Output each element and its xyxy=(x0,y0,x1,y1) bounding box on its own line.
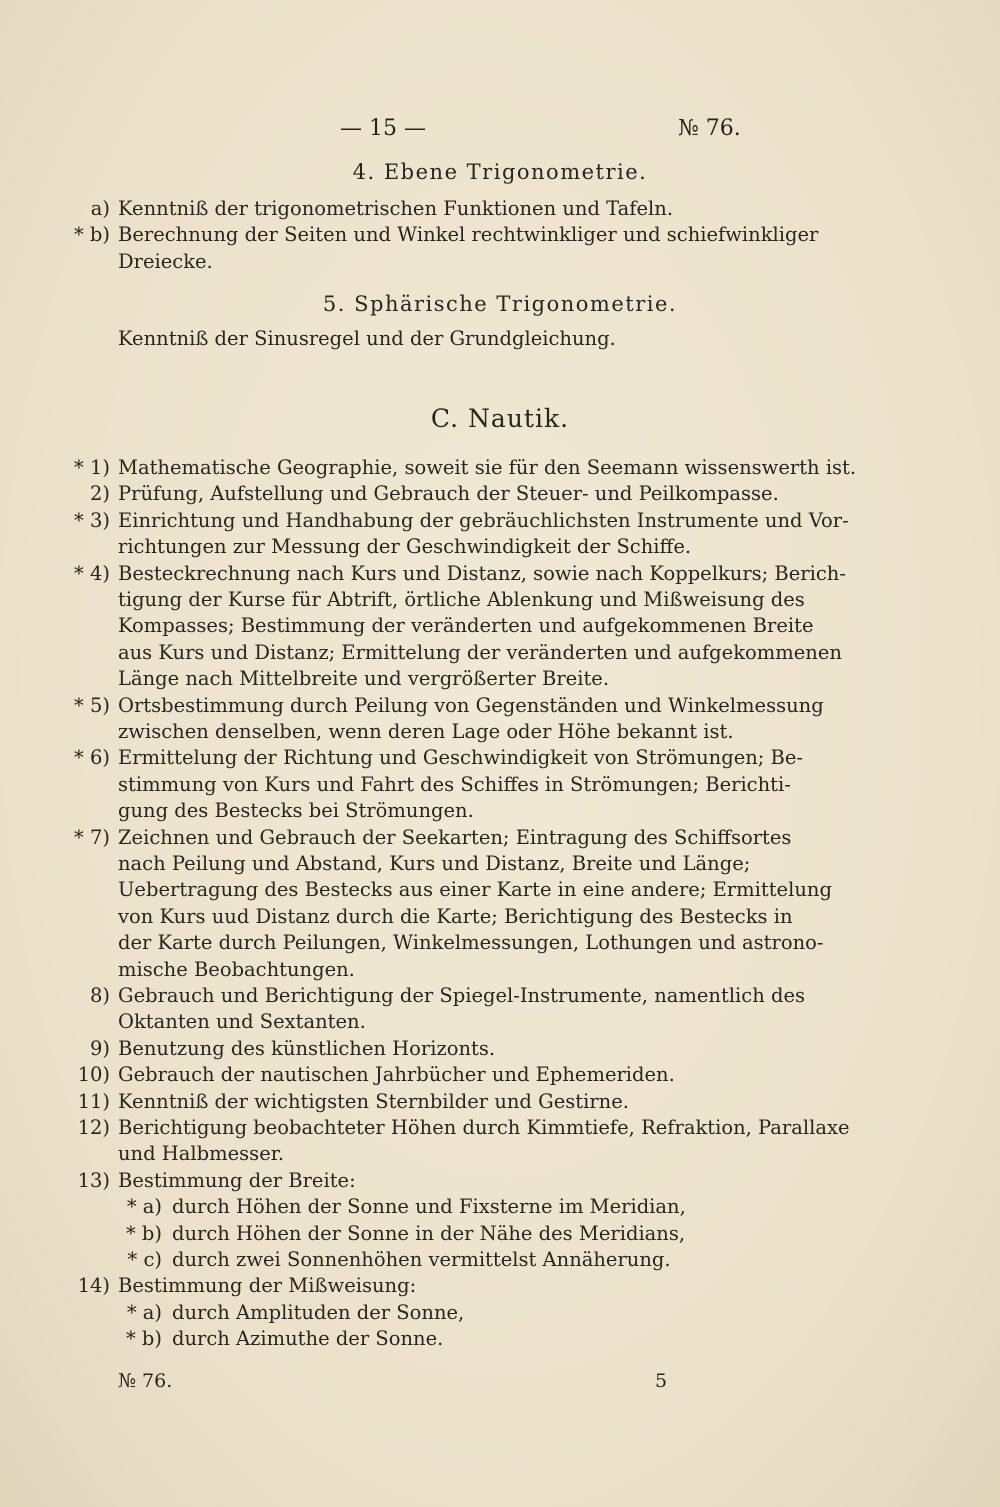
item-text-line: zwischen denselben, wenn deren Lage oder Höhe bekannt ist. xyxy=(118,720,734,743)
item-text-line: durch Amplituden der Sonne, xyxy=(172,1300,465,1324)
page-number: — 15 — xyxy=(340,116,426,141)
item-text-line: Ermittelung der Richtung und Geschwindigkeit von Strömungen; Be- xyxy=(118,746,804,770)
item-text-line: Benutzung des künstlichen Horizonts. xyxy=(118,1036,496,1060)
item-label: 13) xyxy=(77,1168,110,1192)
item-text-line: durch Azimuthe der Sonne. xyxy=(172,1327,444,1351)
item-text-line: Oktanten und Sextanten. xyxy=(118,1010,366,1034)
item-label: 2) xyxy=(89,482,110,506)
item-label: * c) xyxy=(127,1248,162,1271)
item-text-line: mische Beobachtungen. xyxy=(118,957,355,981)
item-text-line: Mathematische Geographie, soweit sie für den Seemann wissenswerth ist. xyxy=(118,456,857,479)
section-5-title: 5. Sphärische Trigonometrie. xyxy=(322,292,678,316)
section-4-item-b-line: Berechnung der Seiten und Winkel rechtwinkliger und schiefwinkliger xyxy=(118,223,819,246)
section-c-title: C. Nautik. xyxy=(430,404,570,433)
item-label: * 4) xyxy=(74,561,110,585)
item-label: * b) xyxy=(73,223,110,246)
item-label: * 1) xyxy=(74,456,110,479)
item-text-line: Ortsbestimmung durch Peilung von Gegenständen und Winkelmessung xyxy=(118,693,824,717)
item-text-line: Kenntniß der wichtigsten Sternbilder und Gestirne. xyxy=(118,1089,629,1113)
item-text-line: aus Kurs und Distanz; Ermittelung der veränderten und aufgekommenen xyxy=(118,640,842,664)
item-label: a) xyxy=(90,197,110,220)
item-text-line: von Kurs uud Distanz durch die Karte; Berichtigung des Bestecks in xyxy=(118,904,793,928)
item-text-line: stimmung von Kurs und Fahrt des Schiffes in Strömungen; Berichti- xyxy=(118,772,791,796)
item-text-line: Gebrauch und Berichtigung der Spiegel-Instrumente, namentlich des xyxy=(118,984,805,1007)
item-label: * b) xyxy=(125,1221,162,1245)
item-text-line: Berichtigung beobachteter Höhen durch Kimmtiefe, Refraktion, Parallaxe xyxy=(118,1116,850,1139)
item-text-line: tigung der Kurse für Abtrift, örtliche Ablenkung und Mißweisung des xyxy=(118,588,805,611)
item-label: * 5) xyxy=(74,693,110,717)
item-label: * 6) xyxy=(74,746,110,770)
item-text-line: durch Höhen der Sonne in der Nähe des Meridians, xyxy=(172,1221,686,1245)
item-text-line: Gebrauch der nautischen Jahrbücher und Ephemeriden. xyxy=(118,1063,675,1087)
section-4-item-a: Kenntniß der trigonometrischen Funktionen und Tafeln. xyxy=(118,197,674,220)
footer-signature: № 76. xyxy=(118,1370,173,1392)
item-text-line: gung des Bestecks bei Strömungen. xyxy=(118,799,474,823)
item-label: * b) xyxy=(125,1327,162,1351)
item-text-line: Länge nach Mittelbreite und vergrößerter Breite. xyxy=(118,667,610,691)
footer-sheet-number: 5 xyxy=(655,1370,668,1392)
section-5-text: Kenntniß der Sinusregel und der Grundgleichung. xyxy=(118,327,616,350)
item-text-line: durch zwei Sonnenhöhen vermittelst Annäherung. xyxy=(172,1248,671,1271)
section-4-item-b-line: Dreiecke. xyxy=(118,250,213,273)
item-label: 8) xyxy=(89,984,110,1007)
item-text-line: Uebertragung des Bestecks aus einer Karte in eine andere; Ermittelung xyxy=(118,878,832,902)
item-label: * a) xyxy=(126,1195,162,1219)
page-header xyxy=(0,116,1000,146)
item-label: * 7) xyxy=(74,825,110,849)
item-label: 12) xyxy=(77,1116,110,1139)
item-text-line: der Karte durch Peilungen, Winkelmessungen, Lothungen und astrono- xyxy=(118,931,824,955)
document-signature: № 76. xyxy=(678,116,741,141)
section-4-title: 4. Ebene Trigonometrie. xyxy=(352,160,648,184)
item-text-line: Prüfung, Aufstellung und Gebrauch der Steuer- und Peilkompasse. xyxy=(118,482,779,506)
item-text-line: Einrichtung und Handhabung der gebräuchlichsten Instrumente und Vor- xyxy=(118,508,849,532)
item-text-line: Bestimmung der Breite: xyxy=(118,1168,356,1192)
item-label: 11) xyxy=(77,1089,110,1113)
item-text-line: Zeichnen und Gebrauch der Seekarten; Eintragung des Schiffsortes xyxy=(118,825,792,849)
item-label: 14) xyxy=(77,1274,110,1298)
item-label: * 3) xyxy=(74,508,110,532)
item-label: * a) xyxy=(126,1300,162,1324)
item-text-line: nach Peilung und Abstand, Kurs und Distanz, Breite und Länge; xyxy=(118,852,751,875)
item-text-line: Kompasses; Bestimmung der veränderten und aufgekommenen Breite xyxy=(118,614,814,638)
item-text-line: Besteckrechnung nach Kurs und Distanz, sowie nach Koppelkurs; Berich- xyxy=(118,561,846,585)
item-label: 10) xyxy=(77,1063,110,1087)
item-label: 9) xyxy=(89,1036,110,1060)
item-text-line: Bestimmung der Mißweisung: xyxy=(118,1274,417,1298)
item-text-line: und Halbmesser. xyxy=(118,1142,285,1166)
item-text-line: durch Höhen der Sonne und Fixsterne im Meridian, xyxy=(172,1195,686,1219)
item-text-line: richtungen zur Messung der Geschwindigkeit der Schiffe. xyxy=(118,535,692,559)
